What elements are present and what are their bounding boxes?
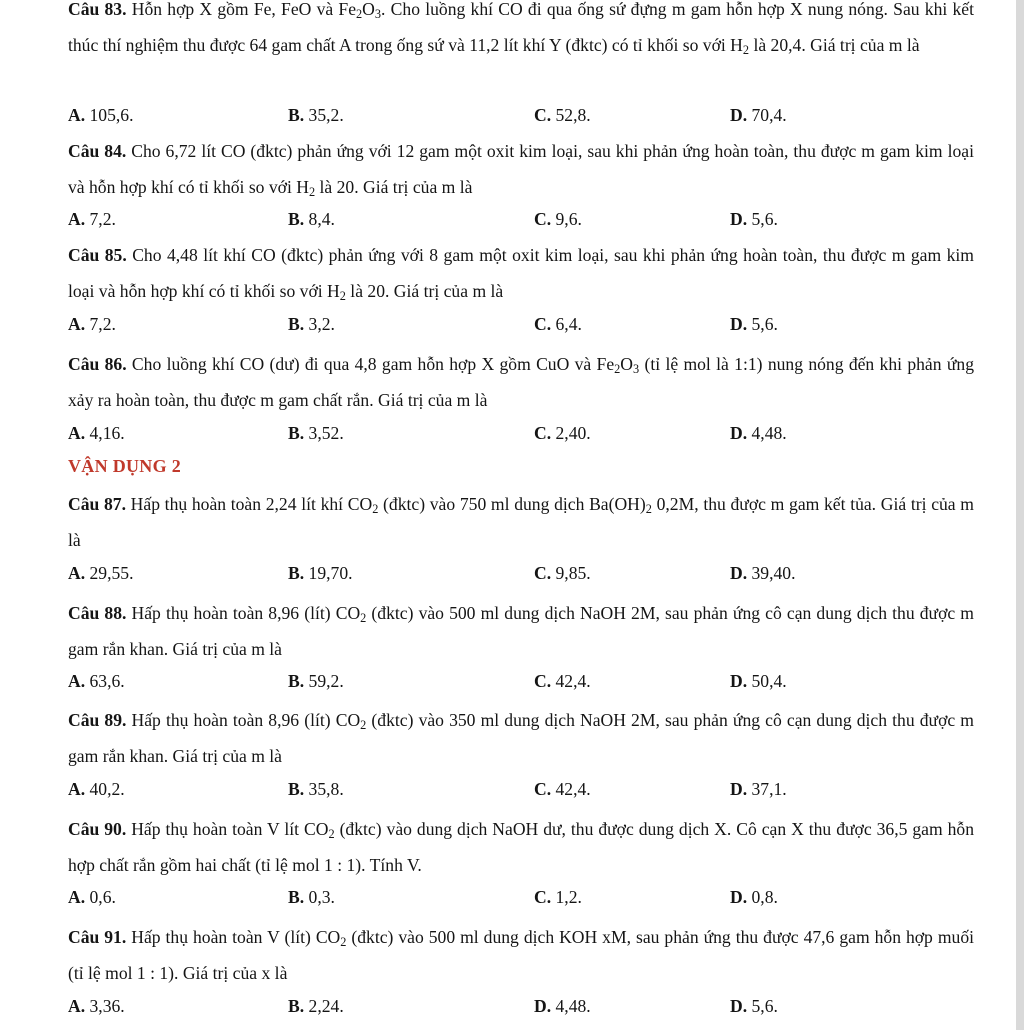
answer-option[interactable]	[730, 887, 778, 908]
question-6-text	[68, 595, 974, 667]
option-value: 4,48.	[747, 423, 787, 443]
answer-option[interactable]	[730, 209, 778, 230]
option-value: 39,40.	[747, 563, 796, 583]
option-letter: B.	[288, 105, 305, 125]
question-5-text	[68, 486, 974, 558]
question-text-segment: (đktc) vào 750 ml dung dịch Ba(OH)	[378, 494, 646, 514]
subscript: 2	[614, 362, 621, 377]
option-letter: D.	[534, 996, 552, 1016]
answer-option[interactable]	[288, 671, 344, 692]
option-letter: A.	[68, 314, 86, 334]
option-letter: B.	[288, 996, 305, 1016]
question-text-segment: Hỗn hợp X gồm Fe, FeO và Fe	[126, 0, 357, 19]
question-text-segment: Hấp thụ hoàn toàn V lít CO	[126, 819, 329, 839]
answer-option[interactable]	[288, 105, 344, 126]
option-value: 29,55.	[85, 563, 134, 583]
option-value: 0,8.	[747, 887, 778, 907]
option-value: 105,6.	[85, 105, 134, 125]
question-text-segment: (đktc) vào 500 ml dung dịch KOH xM, sau phản ứng thu được 47,6 gam hỗn hợp muối (tỉ lệ mol 1 : 1). Giá trị của x là	[68, 927, 974, 983]
option-value: 2,40.	[551, 423, 591, 443]
question-5-options	[68, 563, 974, 591]
question-text-segment: Hấp thụ hoàn toàn 8,96 (lít) CO	[126, 710, 361, 730]
option-value: 0,6.	[85, 887, 116, 907]
question-7-text	[68, 702, 974, 774]
subscript: 2	[340, 935, 347, 950]
answer-option[interactable]	[534, 209, 582, 230]
option-letter: D.	[730, 779, 748, 799]
answer-option[interactable]	[288, 996, 344, 1017]
question-label: Câu 88.	[68, 603, 127, 623]
subscript: 2	[328, 827, 335, 842]
question-text-segment: là 20. Giá trị của m là	[315, 177, 473, 197]
option-value: 9,85.	[551, 563, 591, 583]
answer-option[interactable]	[534, 563, 591, 584]
option-value: 4,48.	[551, 996, 591, 1016]
option-value: 3,2.	[304, 314, 335, 334]
option-value: 3,36.	[85, 996, 125, 1016]
question-1-text	[68, 0, 974, 63]
option-letter: A.	[68, 423, 86, 443]
option-letter: D.	[730, 314, 748, 334]
option-letter: C.	[534, 209, 552, 229]
answer-option[interactable]	[730, 105, 787, 126]
question-8-options	[68, 887, 974, 915]
question-8-text	[68, 811, 974, 883]
subscript: 3	[633, 362, 640, 377]
option-value: 5,6.	[747, 996, 778, 1016]
question-2-text	[68, 133, 974, 205]
option-letter: B.	[288, 563, 305, 583]
answer-option[interactable]	[68, 314, 116, 335]
answer-option[interactable]	[288, 563, 353, 584]
option-value: 50,4.	[747, 671, 787, 691]
question-7-options	[68, 779, 974, 807]
option-letter: D.	[730, 996, 748, 1016]
question-label: Câu 85.	[68, 245, 127, 265]
question-text-segment: O	[620, 354, 634, 374]
option-value: 35,8.	[304, 779, 344, 799]
question-label: Câu 84.	[68, 141, 127, 161]
question-text-segment: . Cho luồng khí CO đi qua ống sứ đựng m gam hỗn hợp X nung nóng. Sau khi kết thúc thí nghiệm thu được 64 gam chất A trong ống sứ và 11,2 lít khí Y (đktc) có tỉ khối so với H	[68, 0, 974, 55]
option-value: 7,2.	[85, 209, 116, 229]
question-6-options	[68, 671, 974, 699]
subscript: 2	[360, 611, 367, 626]
subscript: 2	[372, 502, 379, 517]
option-letter: D.	[730, 887, 748, 907]
question-3-text	[68, 237, 974, 309]
answer-option[interactable]	[68, 209, 116, 230]
answer-option[interactable]	[730, 779, 787, 800]
answer-option[interactable]	[68, 779, 125, 800]
option-letter: D.	[730, 105, 748, 125]
question-text-segment: (tỉ lệ mol là 1:1) nung nóng đến khi phản ứng xảy ra hoàn toàn, thu được m gam chất rắn. Giá trị của m là	[68, 354, 974, 410]
answer-option[interactable]	[534, 671, 591, 692]
subscript: 2	[742, 43, 750, 58]
option-letter: D.	[730, 563, 748, 583]
question-text-segment: (đktc) vào 350 ml dung dịch NaOH 2M, sau phản ứng cô cạn dung dịch thu được m gam rắn khan. Giá trị của m là	[68, 710, 974, 766]
question-text-segment: Cho 4,48 lít khí CO (đktc) phản ứng với 8 gam một oxit kim loại, sau khi phản ứng hoàn toàn, thu được m gam kim loại và hỗn hợp khí có tỉ khối so với H	[68, 245, 974, 301]
option-value: 2,24.	[304, 996, 344, 1016]
option-letter: B.	[288, 779, 305, 799]
question-text-segment: là 20. Giá trị của m là	[345, 281, 504, 301]
question-text-segment: Hấp thụ hoàn toàn 8,96 (lít) CO	[126, 603, 361, 623]
option-value: 1,2.	[551, 887, 582, 907]
answer-option[interactable]	[288, 314, 335, 335]
question-text-segment: (đktc) vào 500 ml dung dịch NaOH 2M, sau phản ứng cô cạn dung dịch thu được m gam rắn khan. Giá trị của m là	[68, 603, 974, 659]
option-letter: C.	[534, 563, 552, 583]
option-letter: C.	[534, 105, 552, 125]
question-text-segment: Cho 6,72 lít CO (đktc) phản ứng với 12 gam một oxit kim loại, sau khi phản ứng hoàn toàn, thu được m gam kim loại và hỗn hợp khí có tỉ khối so với H	[68, 141, 974, 197]
answer-option[interactable]	[288, 779, 344, 800]
option-letter: B.	[288, 209, 305, 229]
question-text-segment: Cho luồng khí CO (dư) đi qua 4,8 gam hỗn hợp X gồm CuO và Fe	[126, 354, 615, 374]
option-letter: B.	[288, 887, 305, 907]
answer-option[interactable]	[730, 671, 787, 692]
question-text-segment: 0,2M, thu được m gam kết tủa. Giá trị của m là	[68, 494, 974, 550]
option-letter: B.	[288, 314, 305, 334]
section-title: VẬN DỤNG 2	[68, 456, 181, 476]
question-label: Câu 90.	[68, 819, 127, 839]
answer-option[interactable]	[68, 671, 125, 692]
question-text-segment: là 20,4. Giá trị của m là	[749, 35, 920, 55]
option-letter: C.	[534, 779, 552, 799]
option-value: 4,16.	[85, 423, 125, 443]
option-value: 5,6.	[747, 209, 778, 229]
answer-option[interactable]	[288, 209, 335, 230]
question-label: Câu 89.	[68, 710, 127, 730]
answer-option[interactable]	[68, 423, 125, 444]
answer-option[interactable]	[730, 996, 778, 1017]
question-2-options	[68, 209, 974, 237]
answer-option[interactable]	[68, 996, 125, 1017]
question-label: Câu 83.	[68, 0, 127, 19]
option-value: 6,4.	[551, 314, 582, 334]
option-value: 8,4.	[304, 209, 335, 229]
subscript: 2	[356, 7, 363, 22]
question-label: Câu 87.	[68, 494, 126, 514]
option-value: 42,4.	[551, 779, 591, 799]
subscript: 2	[645, 502, 652, 517]
option-value: 42,4.	[551, 671, 591, 691]
option-letter: B.	[288, 671, 305, 691]
option-letter: A.	[68, 887, 86, 907]
answer-option[interactable]	[534, 423, 591, 444]
option-value: 35,2.	[304, 105, 344, 125]
option-letter: D.	[730, 209, 748, 229]
answer-option[interactable]	[68, 887, 116, 908]
option-letter: A.	[68, 563, 86, 583]
question-text-segment: Hấp thụ hoàn toàn 2,24 lít khí CO	[125, 494, 373, 514]
option-value: 3,52.	[304, 423, 344, 443]
answer-option[interactable]	[288, 887, 335, 908]
option-letter: A.	[68, 105, 86, 125]
option-value: 59,2.	[304, 671, 344, 691]
question-text-segment: Hấp thụ hoàn toàn V (lít) CO	[126, 927, 341, 947]
option-letter: D.	[730, 423, 748, 443]
question-1-options	[68, 105, 974, 133]
question-text-segment: (đktc) vào dung dịch NaOH dư, thu được dung dịch X. Cô cạn X thu được 36,5 gam hỗn hợp chất rắn gồm hai chất (tỉ lệ mol 1 : 1). Tính V.	[68, 819, 974, 875]
option-value: 40,2.	[85, 779, 125, 799]
question-4-options	[68, 423, 974, 451]
option-letter: C.	[534, 423, 552, 443]
option-letter: B.	[288, 423, 305, 443]
answer-option[interactable]	[534, 105, 591, 126]
answer-option[interactable]	[534, 779, 591, 800]
subscript: 2	[339, 289, 346, 304]
answer-option[interactable]	[534, 996, 591, 1017]
answer-option[interactable]	[730, 423, 787, 444]
option-value: 52,8.	[551, 105, 591, 125]
question-3-options	[68, 314, 974, 342]
option-value: 37,1.	[747, 779, 787, 799]
question-label: Câu 91.	[68, 927, 127, 947]
option-letter: C.	[534, 887, 552, 907]
option-value: 63,6.	[85, 671, 125, 691]
answer-option[interactable]	[730, 563, 796, 584]
option-value: 9,6.	[551, 209, 582, 229]
option-value: 5,6.	[747, 314, 778, 334]
option-letter: A.	[68, 996, 86, 1016]
option-letter: A.	[68, 779, 86, 799]
subscript: 3	[374, 7, 382, 22]
option-letter: C.	[534, 671, 552, 691]
subscript: 2	[308, 185, 316, 200]
option-value: 70,4.	[747, 105, 787, 125]
option-value: 19,70.	[304, 563, 353, 583]
subscript: 2	[360, 718, 367, 733]
answer-option[interactable]	[288, 423, 344, 444]
answer-option[interactable]	[68, 105, 134, 126]
answer-option[interactable]	[534, 887, 582, 908]
option-value: 7,2.	[85, 314, 116, 334]
question-4-text	[68, 346, 974, 418]
option-letter: A.	[68, 209, 86, 229]
answer-option[interactable]	[534, 314, 582, 335]
answer-option[interactable]	[730, 314, 778, 335]
question-label: Câu 86.	[68, 354, 127, 374]
option-letter: C.	[534, 314, 552, 334]
option-letter: A.	[68, 671, 86, 691]
option-letter: D.	[730, 671, 748, 691]
question-9-options	[68, 996, 974, 1024]
page-edge	[1016, 0, 1024, 1030]
question-9-text	[68, 919, 974, 991]
question-text-segment: O	[362, 0, 375, 19]
answer-option[interactable]	[68, 563, 134, 584]
option-value: 0,3.	[304, 887, 335, 907]
